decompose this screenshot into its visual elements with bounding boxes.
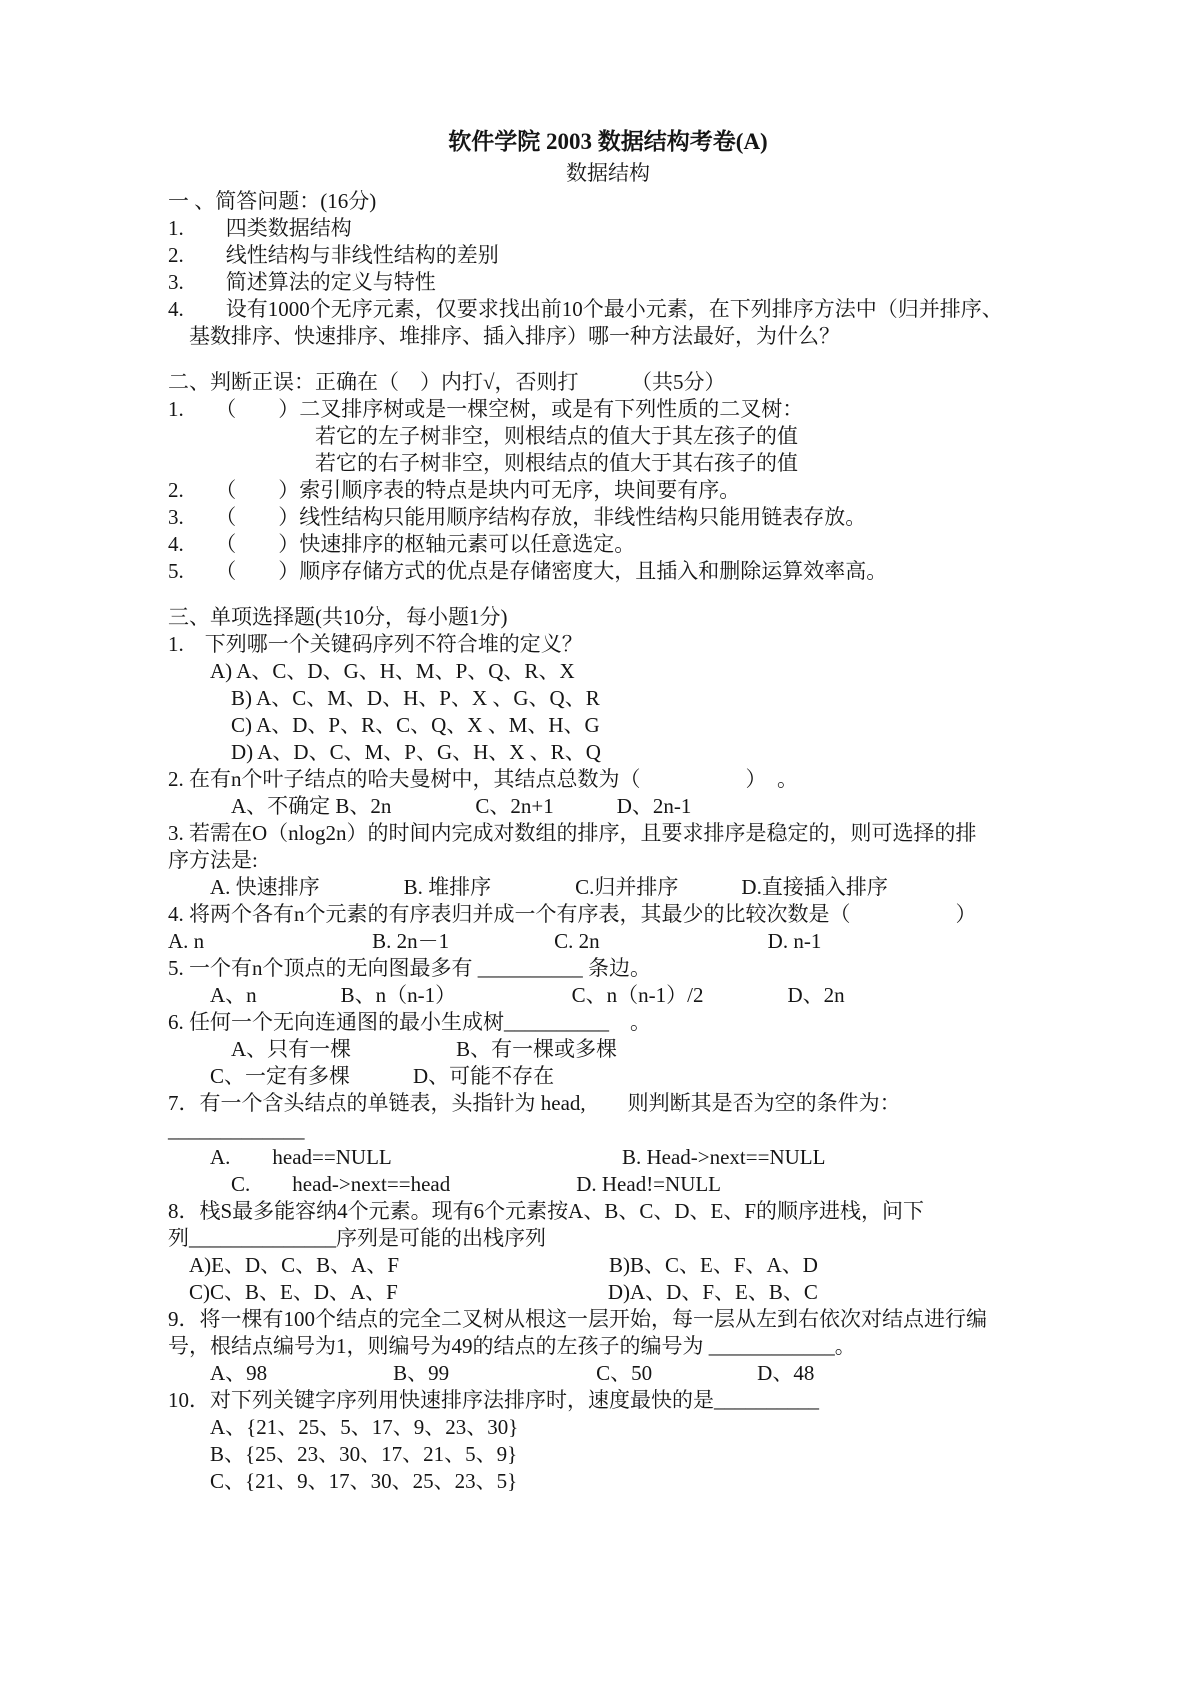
question-line: 3. 简述算法的定义与特性	[168, 270, 436, 294]
question-line: 10．对下列关键字序列用快速排序法排序时，速度最快的是__________	[168, 1388, 819, 1412]
question-line: 5. 一个有n个顶点的无向图最多有 __________ 条边。	[168, 956, 651, 980]
option-line: A、n B、n（n-1） C、n（n-1）/2 D、2n	[168, 983, 845, 1007]
question-line: 1. 四类数据结构	[168, 216, 352, 240]
question-line: 3. （ ）线性结构只能用顺序结构存放，非线性结构只能用链表存放。	[168, 505, 867, 529]
question-line: 2. （ ）索引顺序表的特点是块内可无序，块间要有序。	[168, 478, 741, 502]
option-line: A) A、C、D、G、H、M、P、Q、R、X	[168, 659, 575, 683]
option-line: C)C、B、E、D、A、F D)A、D、F、E、B、C	[168, 1280, 818, 1304]
question-line: 5. （ ）顺序存储方式的优点是存储密度大，且插入和删除运算效率高。	[168, 559, 888, 583]
section-heading: 三、单项选择题(共10分，每小题1分)	[168, 605, 508, 629]
option-line: B、{25、23、30、17、21、5、9}	[168, 1442, 518, 1466]
blank-line: _____________	[168, 1118, 305, 1142]
option-line: C) A、D、P、R、C、Q、X 、M、H、G	[168, 713, 600, 737]
option-line: A)E、D、C、B、A、F B)B、C、E、F、A、D	[168, 1253, 818, 1277]
question-line: 4. 将两个各有n个元素的有序表归并成一个有序表，其最少的比较次数是（ ）	[168, 902, 977, 926]
option-line: A. head==NULL B. Head->next==NULL	[168, 1145, 826, 1169]
question-line: 若它的左子树非空，则根结点的值大于其左孩子的值	[168, 424, 798, 448]
option-line: A、{21、25、5、17、9、23、30}	[168, 1415, 519, 1439]
question-line: 2. 在有n个叶子结点的哈夫曼树中，其结点总数为（ ） 。	[168, 767, 798, 791]
section-heading: 二、判断正误：正确在（ ）内打√，否则打 （共5分）	[168, 370, 726, 394]
question-line: 2. 线性结构与非线性结构的差别	[168, 243, 499, 267]
question-line: 7．有一个含头结点的单链表，头指针为 head, 则判断其是否为空的条件为：	[168, 1091, 901, 1115]
question-line: 1. 下列哪一个关键码序列不符合堆的定义？	[168, 632, 583, 656]
option-line: C、{21、9、17、30、25、23、5}	[168, 1469, 518, 1493]
question-line: 4. 设有1000个无序元素，仅要求找出前10个最小元素，在下列排序方法中（归并排序、	[168, 297, 1003, 321]
section-true-false	[168, 369, 1048, 585]
section-multiple-choice	[168, 604, 1048, 1495]
exam-content	[168, 126, 1048, 1495]
question-line: 9．将一棵有100个结点的完全二叉树从根这一层开始，每一层从左到右依次对结点进行编	[168, 1307, 987, 1331]
question-line: 基数排序、快速排序、堆排序、插入排序）哪一种方法最好，为什么？	[168, 324, 840, 348]
question-line: 8．栈S最多能容纳4个元素。现有6个元素按A、B、C、D、E、F的顺序进栈，问下	[168, 1199, 925, 1223]
option-line: C. head->next==head D. Head!=NULL	[168, 1172, 722, 1196]
option-line: A、不确定 B、2n C、2n+1 D、2n-1	[168, 794, 692, 818]
question-line: 1. （ ）二叉排序树或是一棵空树，或是有下列性质的二叉树：	[168, 397, 804, 421]
section-heading: 一 、简答问题：(16分)	[168, 189, 377, 213]
option-line: A、只有一棵 B、有一棵或多棵	[168, 1037, 618, 1061]
question-line: 若它的右子树非空，则根结点的值大于其右孩子的值	[168, 451, 798, 475]
question-line: 6. 任何一个无向连通图的最小生成树__________ 。	[168, 1010, 651, 1034]
question-line: 3. 若需在O（nlog2n）的时间内完成对数组的排序，且要求排序是稳定的，则可选择的排	[168, 821, 977, 845]
option-line: C、一定有多棵 D、可能不存在	[168, 1064, 555, 1088]
page-subtitle: 数据结构	[566, 161, 650, 185]
section-short-answer	[168, 188, 1048, 350]
page-title: 软件学院 2003 数据结构考卷(A)	[448, 129, 768, 154]
option-line: A. n B. 2n－1 C. 2n D. n-1	[168, 929, 822, 953]
question-line: 序方法是:	[168, 848, 258, 872]
option-line: A、98 B、99 C、50 D、48	[168, 1361, 815, 1385]
option-line: D) A、D、C、M、P、G、H、X 、R、Q	[168, 740, 601, 764]
question-line: 4. （ ）快速排序的枢轴元素可以任意选定。	[168, 532, 636, 556]
option-line: B) A、C、M、D、H、P、X 、G、Q、R	[168, 686, 600, 710]
question-line: 号，根结点编号为1，则编号为49的结点的左孩子的编号为 ____________。	[168, 1334, 856, 1358]
option-line: A. 快速排序 B. 堆排序 C.归并排序 D.直接插入排序	[168, 875, 888, 899]
question-line: 列______________序列是可能的出栈序列	[168, 1226, 546, 1250]
